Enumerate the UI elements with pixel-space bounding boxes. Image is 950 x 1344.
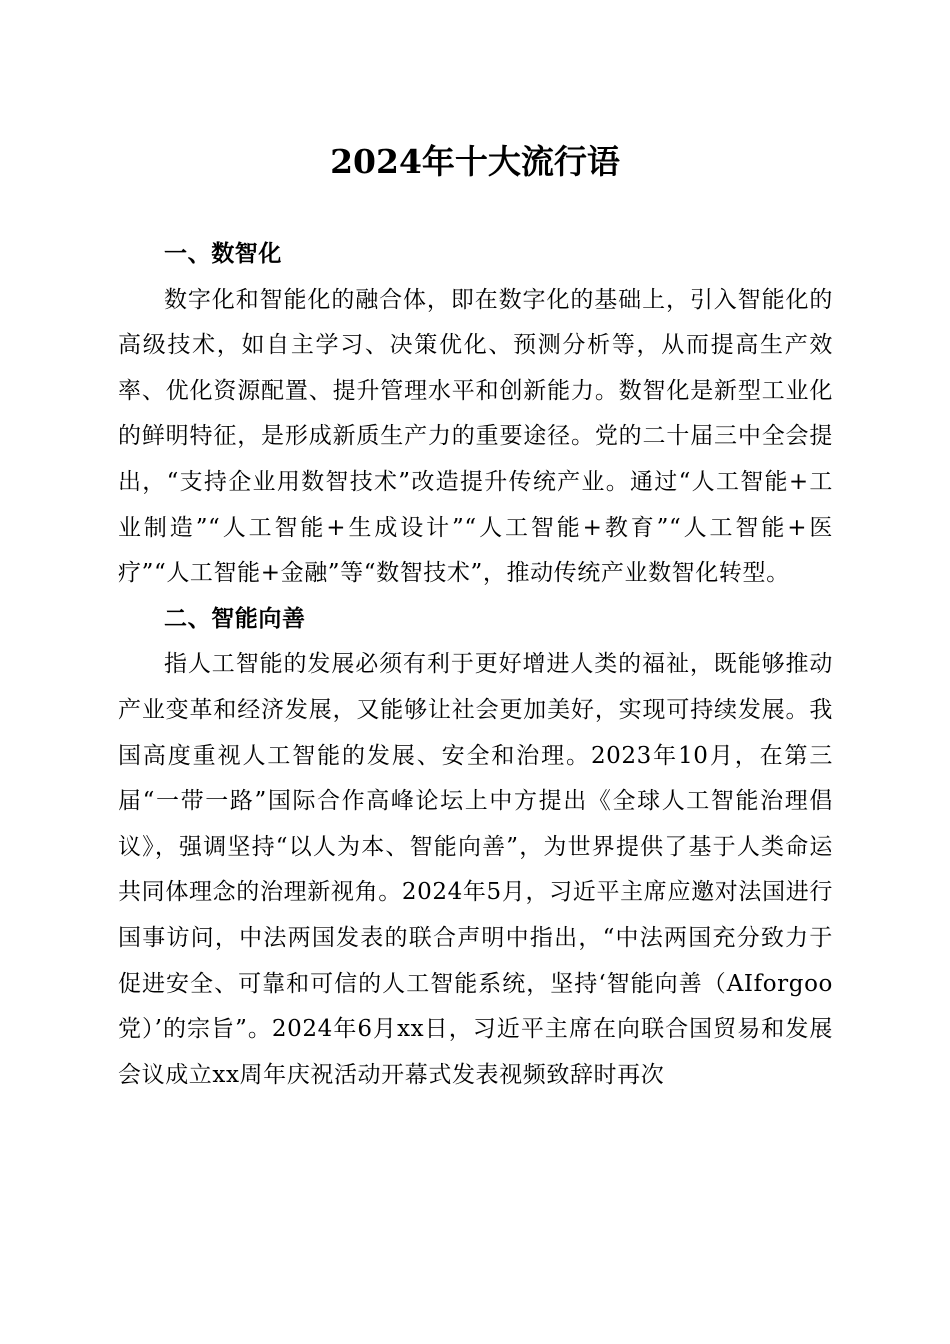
section-heading-2: 二、智能向善 xyxy=(164,605,306,632)
section-heading-1: 一、数智化 xyxy=(164,241,282,267)
document-title: 2024年十大流行语 xyxy=(330,142,620,181)
section-paragraph-2: 指人工智能的发展必须有利于更好增进人类的福祉，既能够推动产业变革和经济发展，又能够让社会更加美好，实现可持续发展。我国高度重视人工智能的发展、安全和治理。2023年10月，在第三届“一带一路”国际合作高峰论坛上中方提出《全球人工智能治理倡议》，强调坚持“以人为本、智能向善”，为世界提供了基于人类命运共同体理念的治理新视角。2024年5月，习近平主席应邀对法国进行国事访问，中法两国发表的联合声明中指出，“中法两国充分致力于促进安全、可靠和可信的人工智能系统，坚持‘智能向善（AIforgoo党）’的宗旨”。2024年6月xx日，习近平主席在向联合国贸易和发展会议成立xx周年庆祝活动开幕式发表视频致辞时再次 xyxy=(118,651,833,1088)
section-paragraph-1: 数字化和智能化的融合体，即在数字化的基础上，引入智能化的高级技术，如自主学习、决策优化、预测分析等，从而提高生产效率、优化资源配置、提升管理水平和创新能力。数智化是新型工业化的鲜明特征，是形成新质生产力的重要途径。党的二十届三中全会提出，“支持企业用数智技术”改造提升传统产业。通过“人工智能+工业制造”“人工智能+生成设计”“人工智能+教育”“人工智能+医疗”“人工智能+金融”等“数智技术”，推动传统产业数智化转型。 xyxy=(118,286,833,587)
document-body xyxy=(118,232,833,1098)
